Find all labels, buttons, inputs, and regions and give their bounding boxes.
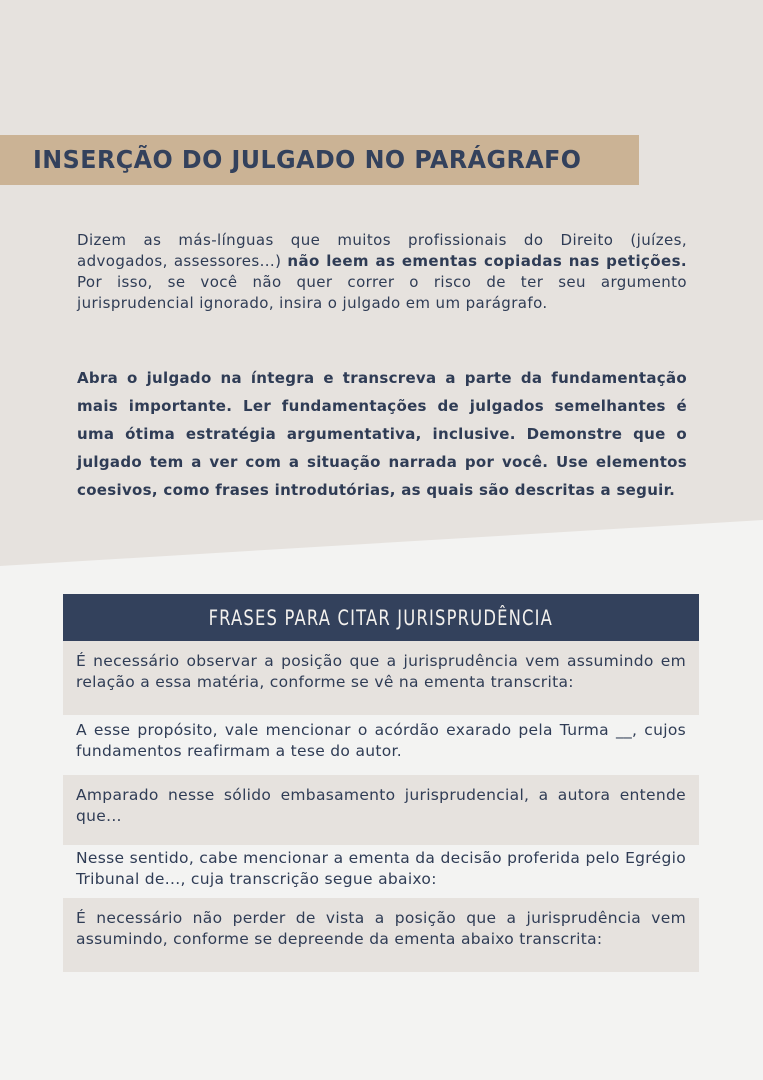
phrase-item: Nesse sentido, cabe mencionar a ementa da decisão proferida pelo Egrégio Tribunal de..., cuja transcrição segue abaixo: (76, 849, 686, 888)
phrase-item: É necessário não perder de vista a posição que a jurisprudência vem assumindo, conforme se depreende da ementa abaixo transcrita: (63, 898, 699, 972)
intro-text-emphasis: não leem as ementas copiadas nas petições. (287, 252, 687, 270)
section-header (63, 594, 699, 641)
intro-paragraph (77, 230, 687, 314)
intro-text-end: Por isso, se você não quer correr o risco de ter seu argumento jurisprudencial ignorado, insira o julgado em um parágrafo. (77, 273, 687, 312)
phrase-item: É necessário observar a posição que a jurisprudência vem assumindo em relação a essa matéria, conforme se vê na ementa transcrita: (63, 641, 699, 715)
intro-text-start: Dizem as más-línguas que muitos profissionais do Direito (juízes, advogados, assessores...) (77, 231, 687, 270)
phrase-item: Amparado nesse sólido embasamento jurisprudencial, a autora entende que... (63, 775, 699, 845)
section-header-title: FRASES PARA CITAR JURISPRUDÊNCIA (208, 605, 554, 630)
page-title: INSERÇÃO DO JULGADO NO PARÁGRAFO (33, 145, 582, 174)
phrase-item: A esse propósito, vale mencionar o acórdão exarado pela Turma __, cujos fundamentos reafirmam a tese do autor. (76, 721, 686, 760)
instructions-paragraph: Abra o julgado na íntegra e transcreva a parte da fundamentação mais importante. Ler fundamentações de julgados semelhantes é uma ótima estratégia argumentativa, inclusive. Demonstre que o julgado tem a ver com a situação narrada por você. Use elementos coesivos, como frases introdutórias, as quais são descritas a seguir. (77, 369, 687, 499)
